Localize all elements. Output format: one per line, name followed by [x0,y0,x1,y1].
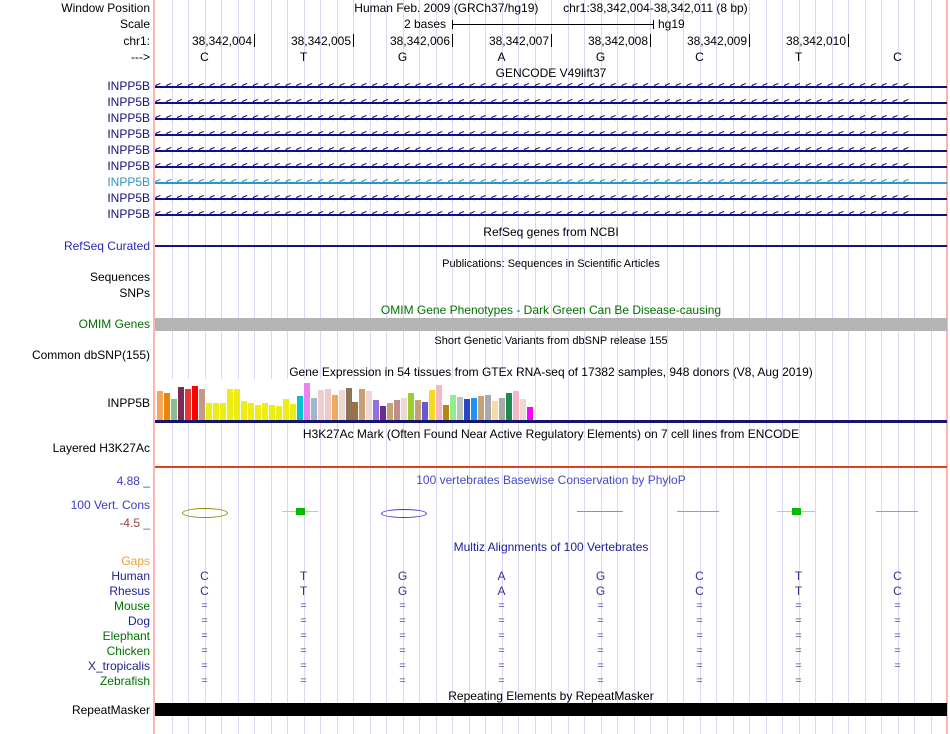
species-label[interactable]: Chicken [106,644,150,658]
gtex-tissue-bar[interactable] [297,396,303,420]
alignment-base: C [893,584,902,598]
repeatmasker-track-title: Repeating Elements by RepeatMasker [448,689,654,703]
snps-label[interactable]: SNPs [119,286,150,300]
alignment-base: C [200,584,209,598]
omim-genes-label[interactable]: OMIM Genes [78,317,150,331]
window-position-bar [155,1,947,15]
conservation-mark[interactable] [182,508,228,518]
gtex-tissue-bar[interactable] [506,393,512,420]
gene-row[interactable] [155,129,947,141]
refseq-gene-line[interactable] [155,245,947,247]
repeatmasker-bar[interactable] [155,703,947,716]
alignment-base: T [299,584,308,598]
alignment-match-symbol: = [597,600,604,612]
ruler-position: 38,342,004 [191,34,252,48]
species-label[interactable]: Elephant [102,629,150,643]
gtex-tissue-bar[interactable] [380,406,386,420]
alignment-match-symbol: = [894,615,901,627]
ruler-position: 38,342,006 [389,34,450,48]
gene-strand-arrows: <<<<<<<<<<<<<<<<<<<<<<<<<<<<<<<<<<<<<<<<<<<<<<<<<<<<<<<<<<<<<<<<<<<<<< [155,193,914,204]
alignment-base: T [794,569,803,583]
alignment-base: G [595,569,606,583]
gtex-tissue-bar[interactable] [220,403,226,420]
gtex-tissue-bar[interactable] [178,387,184,420]
alignment-match-symbol: = [498,660,505,672]
repeatmasker-label[interactable]: RepeatMasker [71,703,150,717]
reference-base: A [497,50,506,64]
reference-base: C [695,50,704,64]
gtex-tissue-bar[interactable] [157,391,163,420]
conservation-track-label[interactable]: 100 Vert. Cons [70,498,150,512]
current-position: chr1:38,342,004-38,342,011 (8 bp) [563,1,748,15]
alignment-match-symbol: = [498,615,505,627]
species-label[interactable]: Zebrafish [99,674,150,688]
conservation-peak-dot[interactable] [296,508,305,515]
gene-strand-arrows: <<<<<<<<<<<<<<<<<<<<<<<<<<<<<<<<<<<<<<<<<<<<<<<<<<<<<<<<<<<<<<<<<<<<<< [155,177,914,188]
gtex-tissue-bar[interactable] [366,391,372,420]
ruler-position: 38,342,007 [488,34,549,48]
scale-bar [452,20,654,29]
gtex-tissue-bar[interactable] [227,389,233,420]
alignment-match-symbol: = [795,660,802,672]
gtex-tissue-bar[interactable] [492,401,498,420]
gene-row[interactable] [155,113,947,125]
gtex-tissue-bar[interactable] [192,386,198,420]
chrom-label: chr1: [123,34,150,48]
reference-base: G [397,50,408,64]
alignment-base: C [695,569,704,583]
species-label[interactable]: X_tropicalis [87,659,150,673]
gtex-tissue-bar[interactable] [290,404,296,420]
alignment-match-symbol: = [399,615,406,627]
gtex-tissue-bar[interactable] [401,398,407,420]
alignment-base: A [497,584,506,598]
gtex-gene-label[interactable]: INPP5B [107,396,150,410]
conservation-peak-dot[interactable] [792,508,801,515]
gtex-tissue-bar[interactable] [359,389,365,420]
alignment-base: G [397,569,408,583]
conservation-mark[interactable] [876,511,918,512]
gene-row[interactable] [155,193,947,205]
conservation-mark[interactable] [577,511,623,512]
gene-row-label[interactable]: INPP5B [107,95,150,109]
alignment-match-symbol: = [498,645,505,657]
alignment-match-symbol: = [300,645,307,657]
gtex-tissue-bar[interactable] [339,390,345,420]
alignment-match-symbol: = [498,630,505,642]
gtex-tissue-bar[interactable] [276,406,282,420]
alignment-base: T [299,569,308,583]
alignment-match-symbol: = [795,630,802,642]
gtex-tissue-bar[interactable] [311,398,317,420]
gtex-tissue-bar[interactable] [346,388,352,420]
conservation-mark[interactable] [381,509,427,518]
gtex-tissue-bar[interactable] [269,405,275,420]
species-label[interactable]: Gaps [121,554,150,568]
gtex-tissue-bar[interactable] [199,389,205,420]
alignment-match-symbol: = [300,600,307,612]
layered-h3k27ac-label[interactable]: Layered H3K27Ac [52,441,150,455]
gtex-tissue-bar[interactable] [304,383,310,420]
ruler-tick [452,34,453,47]
gene-row[interactable] [155,209,947,221]
gtex-tissue-bar[interactable] [513,391,519,420]
alignment-match-symbol: = [894,645,901,657]
gtex-tissue-bar[interactable] [164,393,170,420]
dbsnp-track-title: Short Genetic Variants from dbSNP release 155 [434,335,668,347]
gene-row-label[interactable]: INPP5B [107,79,150,93]
alignment-base: C [695,584,704,598]
gtex-tissue-bar[interactable] [206,403,212,420]
gtex-tissue-bar[interactable] [499,398,505,420]
scale-label: Scale [119,17,150,31]
alignment-base: T [794,584,803,598]
alignment-match-symbol: = [597,660,604,672]
gene-row[interactable] [155,97,947,109]
conservation-track-title: 100 vertebrates Basewise Conservation by PhyloP [416,473,686,487]
common-dbsnp-label[interactable]: Common dbSNP(155) [31,348,150,362]
multiz-track-title: Multiz Alignments of 100 Vertebrates [453,540,649,554]
ruler-position: 38,342,005 [290,34,351,48]
alignment-match-symbol: = [201,615,208,627]
omim-track-title: OMIM Gene Phenotypes - Dark Green Can Be Disease-causing [380,303,722,317]
gtex-tissue-bar[interactable] [373,400,379,420]
gtex-tissue-bar[interactable] [332,395,338,420]
gtex-tissue-bar[interactable] [241,401,247,420]
alignment-match-symbol: = [894,630,901,642]
alignment-match-symbol: = [795,645,802,657]
ruler-tick [848,34,849,47]
gtex-tissue-bar[interactable] [464,399,470,420]
reference-base: T [794,50,803,64]
gtex-tissue-bar[interactable] [422,402,428,420]
alignment-match-symbol: = [597,615,604,627]
alignment-match-symbol: = [597,630,604,642]
ruler-position: 38,342,010 [785,34,846,48]
scale-value: 2 bases [403,17,446,31]
gtex-tissue-bar[interactable] [387,403,393,420]
gtex-tissue-bar[interactable] [408,393,414,420]
gtex-tissue-bar[interactable] [248,403,254,420]
gtex-track-title: Gene Expression in 54 tissues from GTEx RNA-seq of 17382 samples, 948 donors (V8, Aug 2019) [289,365,813,379]
assembly-name: Human Feb. 2009 (GRCh37/hg19) [354,1,539,15]
reference-base: T [299,50,308,64]
species-label[interactable]: Rhesus [109,584,150,598]
gtex-tissue-bar[interactable] [325,389,331,420]
gene-row-label[interactable]: INPP5B [107,143,150,157]
gene-strand-arrows: <<<<<<<<<<<<<<<<<<<<<<<<<<<<<<<<<<<<<<<<<<<<<<<<<<<<<<<<<<<<<<<<<<<<<< [155,161,914,172]
gene-strand-arrows: <<<<<<<<<<<<<<<<<<<<<<<<<<<<<<<<<<<<<<<<<<<<<<<<<<<<<<<<<<<<<<<<<<<<<< [155,145,914,156]
alignment-base: C [893,569,902,583]
h3k27ac-track-title: H3K27Ac Mark (Often Found Near Active Regulatory Elements) on 7 cell lines from ENCODE [302,427,800,441]
alignment-match-symbol: = [498,600,505,612]
alignment-match-symbol: = [597,675,604,687]
gtex-tissue-bar[interactable] [520,399,526,420]
alignment-match-symbol: = [399,600,406,612]
alignment-match-symbol: = [696,630,703,642]
species-label[interactable]: Mouse [113,599,150,613]
refseq-curated-label[interactable]: RefSeq Curated [63,239,150,253]
conservation-max-value: 4.88 _ [116,474,150,488]
species-label[interactable]: Human [111,569,150,583]
alignment-match-symbol: = [696,615,703,627]
alignment-base: G [595,584,606,598]
gtex-tissue-bar[interactable] [436,385,442,420]
gene-row-label[interactable]: INPP5B [107,159,150,173]
gtex-tissue-bar[interactable] [234,389,240,420]
reference-base: C [200,50,209,64]
alignment-match-symbol: = [300,615,307,627]
sequences-label[interactable]: Sequences [89,270,150,284]
gtex-tissue-bar[interactable] [185,389,191,420]
ruler-tick [551,34,552,47]
alignment-match-symbol: = [795,675,802,687]
gtex-tissue-bar[interactable] [471,398,477,420]
gtex-baseline [155,420,947,423]
alignment-match-symbol: = [894,660,901,672]
gtex-tissue-bar[interactable] [171,399,177,420]
alignment-match-symbol: = [696,675,703,687]
gtex-tissue-bar[interactable] [450,395,456,420]
alignment-match-symbol: = [201,600,208,612]
alignment-match-symbol: = [597,645,604,657]
ruler-position: 38,342,009 [686,34,747,48]
gtex-tissue-bar[interactable] [443,405,449,420]
gtex-tissue-bar[interactable] [415,400,421,420]
gtex-tissue-bar[interactable] [352,402,358,420]
gtex-tissue-bar[interactable] [394,400,400,420]
gtex-tissue-bar[interactable] [213,403,219,420]
alignment-match-symbol: = [696,660,703,672]
gene-row-label[interactable]: INPP5B [107,111,150,125]
reference-base: G [595,50,606,64]
alignment-base: C [200,569,209,583]
conservation-min-value: -4.5 _ [119,516,150,530]
alignment-match-symbol: = [399,645,406,657]
gtex-tissue-bar[interactable] [478,396,484,420]
gene-strand-arrows: <<<<<<<<<<<<<<<<<<<<<<<<<<<<<<<<<<<<<<<<<<<<<<<<<<<<<<<<<<<<<<<<<<<<<< [155,113,914,124]
gene-row-label[interactable]: INPP5B [107,207,150,221]
omim-gene-bar[interactable] [155,318,947,331]
gene-strand-arrows: <<<<<<<<<<<<<<<<<<<<<<<<<<<<<<<<<<<<<<<<<<<<<<<<<<<<<<<<<<<<<<<<<<<<<< [155,81,914,92]
gtex-tissue-bar[interactable] [318,390,324,420]
gene-row[interactable] [155,81,947,93]
alignment-match-symbol: = [894,600,901,612]
ruler-tick [254,34,255,47]
ruler-tick [353,34,354,47]
gene-strand-arrows: <<<<<<<<<<<<<<<<<<<<<<<<<<<<<<<<<<<<<<<<<<<<<<<<<<<<<<<<<<<<<<<<<<<<<< [155,209,914,220]
ruler-position: 38,342,008 [587,34,648,48]
scale-db: hg19 [658,17,685,31]
ruler-tick [749,34,750,47]
gencode-track-title: GENCODE V49lift37 [495,66,607,80]
gtex-tissue-bar[interactable] [262,403,268,420]
alignment-base: G [397,584,408,598]
alignment-match-symbol: = [201,645,208,657]
gtex-tissue-bar[interactable] [457,397,463,420]
alignment-match-symbol: = [300,660,307,672]
h3k27ac-signal-line[interactable] [155,466,947,468]
refseq-track-title: RefSeq genes from NCBI [483,225,619,239]
alignment-match-symbol: = [795,600,802,612]
alignment-match-symbol: = [696,645,703,657]
strand-direction-label: ---> [131,50,150,64]
gene-row-label[interactable]: INPP5B [107,191,150,205]
gene-row-label[interactable]: INPP5B [107,175,150,189]
gtex-tissue-bar[interactable] [485,395,491,420]
gene-row-label[interactable]: INPP5B [107,127,150,141]
reference-base: C [893,50,902,64]
gtex-tissue-bar[interactable] [283,399,289,420]
gene-strand-arrows: <<<<<<<<<<<<<<<<<<<<<<<<<<<<<<<<<<<<<<<<<<<<<<<<<<<<<<<<<<<<<<<<<<<<<< [155,97,914,108]
gtex-tissue-bar[interactable] [527,407,533,420]
publications-track-title: Publications: Sequences in Scientific Articles [442,258,660,270]
species-label[interactable]: Dog [127,614,150,628]
gtex-tissue-bar[interactable] [429,390,435,420]
alignment-match-symbol: = [300,630,307,642]
alignment-base: A [497,569,506,583]
alignment-match-symbol: = [399,675,406,687]
gene-row[interactable] [155,177,947,189]
alignment-match-symbol: = [399,630,406,642]
conservation-mark[interactable] [677,511,719,512]
alignment-match-symbol: = [300,675,307,687]
gene-row[interactable] [155,161,947,173]
alignment-match-symbol: = [696,600,703,612]
gene-strand-arrows: <<<<<<<<<<<<<<<<<<<<<<<<<<<<<<<<<<<<<<<<<<<<<<<<<<<<<<<<<<<<<<<<<<<<<< [155,129,914,140]
gene-row[interactable] [155,145,947,157]
window-position-label: Window Position [61,1,150,15]
alignment-match-symbol: = [795,615,802,627]
alignment-match-symbol: = [201,660,208,672]
alignment-match-symbol: = [399,660,406,672]
ruler-tick [650,34,651,47]
alignment-match-symbol: = [498,675,505,687]
alignment-match-symbol: = [201,630,208,642]
gtex-tissue-bar[interactable] [255,405,261,420]
alignment-match-symbol: = [201,675,208,687]
